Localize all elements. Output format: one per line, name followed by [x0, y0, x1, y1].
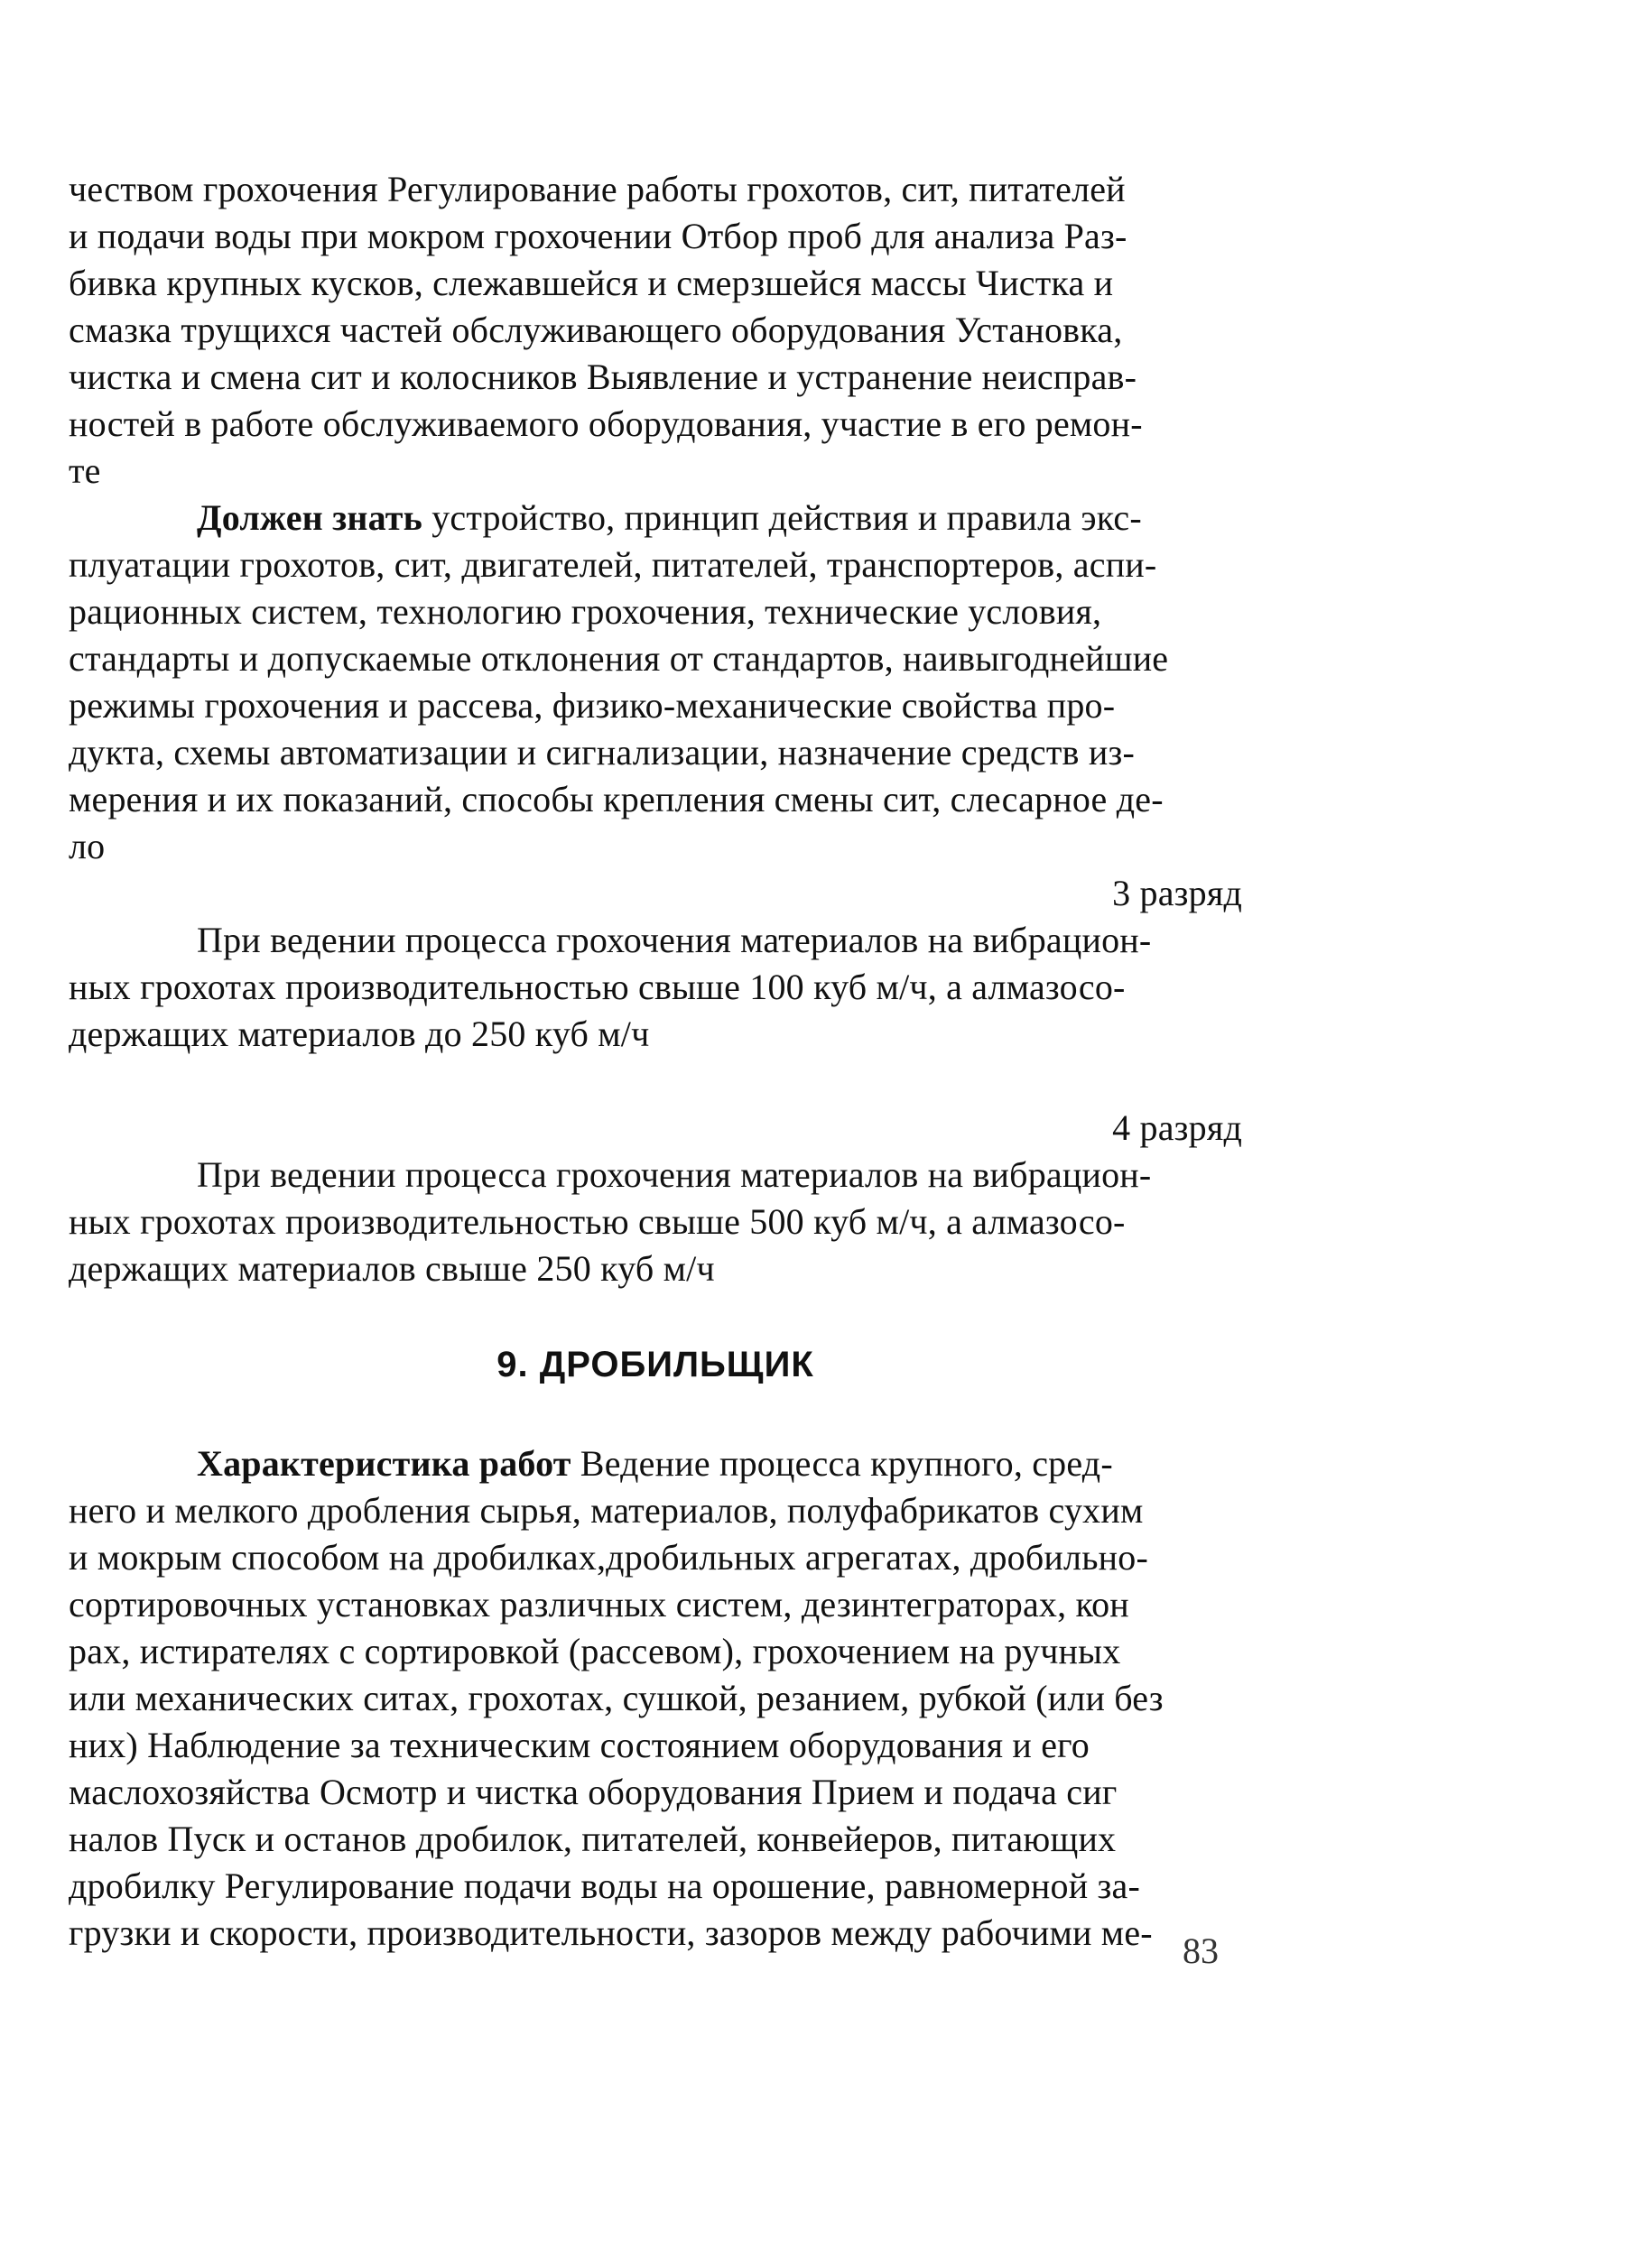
- characteristics-first-line: Ведение процесса крупного, сред-: [571, 1443, 1113, 1484]
- text-line: чеством грохочения Регулирование работы грохотов, сит, питателей: [69, 169, 1126, 209]
- text-line: сортировочных установках различных систем, дезинтеграторах, кон: [69, 1584, 1129, 1625]
- text-line: или механических ситах, грохотах, сушкой, резанием, рубкой (или без: [69, 1678, 1164, 1718]
- text-line: них) Наблюдение за техническим состоянием оборудования и его: [69, 1725, 1090, 1765]
- text-line: При ведении процесса грохочения материалов на вибрацион-: [197, 920, 1152, 960]
- text-line: рационных систем, технологию грохочения, технические условия,: [69, 591, 1102, 632]
- text-line: ных грохотах производительностью свыше 500 куб м/ч, а алмазосо-: [69, 1201, 1126, 1242]
- text-line: те: [69, 450, 101, 491]
- page-number: 83: [1183, 1930, 1219, 1971]
- text-line: и мокрым способом на дробилках,дробильных агрегатах, дробильно-: [69, 1537, 1148, 1578]
- text-line: чистка и смена сит и колосников Выявление и устранение неисправ-: [69, 356, 1137, 397]
- text-line: грузки и скорости, производительности, зазоров между рабочими ме-: [69, 1912, 1153, 1953]
- characteristics-lead: Характеристика работ: [197, 1443, 571, 1484]
- text-line: ло: [69, 826, 106, 866]
- text-line: плуатации грохотов, сит, двигателей, питателей, транспортеров, аспи-: [69, 544, 1157, 585]
- text-line: него и мелкого дробления сырья, материалов, полуфабрикатов сухим: [69, 1490, 1144, 1531]
- text-line: налов Пуск и останов дробилок, питателей, конвейеров, питающих: [69, 1819, 1117, 1859]
- text-line: маслохозяйства Осмотр и чистка оборудования Прием и подача сиг: [69, 1772, 1118, 1812]
- text-line: [197, 496, 1142, 540]
- text-line: мерения и их показаний, способы крепления смены сит, слесарное де-: [69, 779, 1164, 819]
- text-line: смазка трущихся частей обслуживающего оборудования Установка,: [69, 310, 1123, 350]
- section-heading: 9. ДРОБИЛЬЩИК: [496, 1345, 814, 1384]
- text-line: При ведении процесса грохочения материалов на вибрацион-: [197, 1154, 1152, 1195]
- text-line: режимы грохочения и рассева, физико-механические свойства про-: [69, 685, 1116, 726]
- text-line: ностей в работе обслуживаемого оборудования, участие в его ремон-: [69, 403, 1143, 444]
- grade-label: 4 разряд: [1112, 1107, 1242, 1148]
- must-know-first-line: устройство, принцип действия и правила экс-: [422, 497, 1142, 538]
- text-line: и подачи воды при мокром грохочении Отбор проб для анализа Раз-: [69, 216, 1127, 256]
- text-line: держащих материалов до 250 куб м/ч: [69, 1014, 650, 1054]
- text-line: стандарты и допускаемые отклонения от стандартов, наивыгоднейшие: [69, 638, 1169, 679]
- text-line: держащих материалов свыше 250 куб м/ч: [69, 1248, 715, 1289]
- text-line: дукта, схемы автоматизации и сигнализации, назначение средств из-: [69, 732, 1135, 773]
- text-line: рах, истирателях с сортировкой (рассевом), грохочением на ручных: [69, 1631, 1121, 1671]
- text-line: ных грохотах производительностью свыше 100 куб м/ч, а алмазосо-: [69, 967, 1126, 1007]
- grade-label: 3 разряд: [1112, 873, 1242, 913]
- must-know-lead: Должен знать: [197, 497, 422, 538]
- text-line: [197, 1442, 1113, 1486]
- text-line: бивка крупных кусков, слежавшейся и смерзшейся массы Чистка и: [69, 263, 1114, 303]
- text-line: дробилку Регулирование подачи воды на орошение, равномерной за-: [69, 1865, 1140, 1906]
